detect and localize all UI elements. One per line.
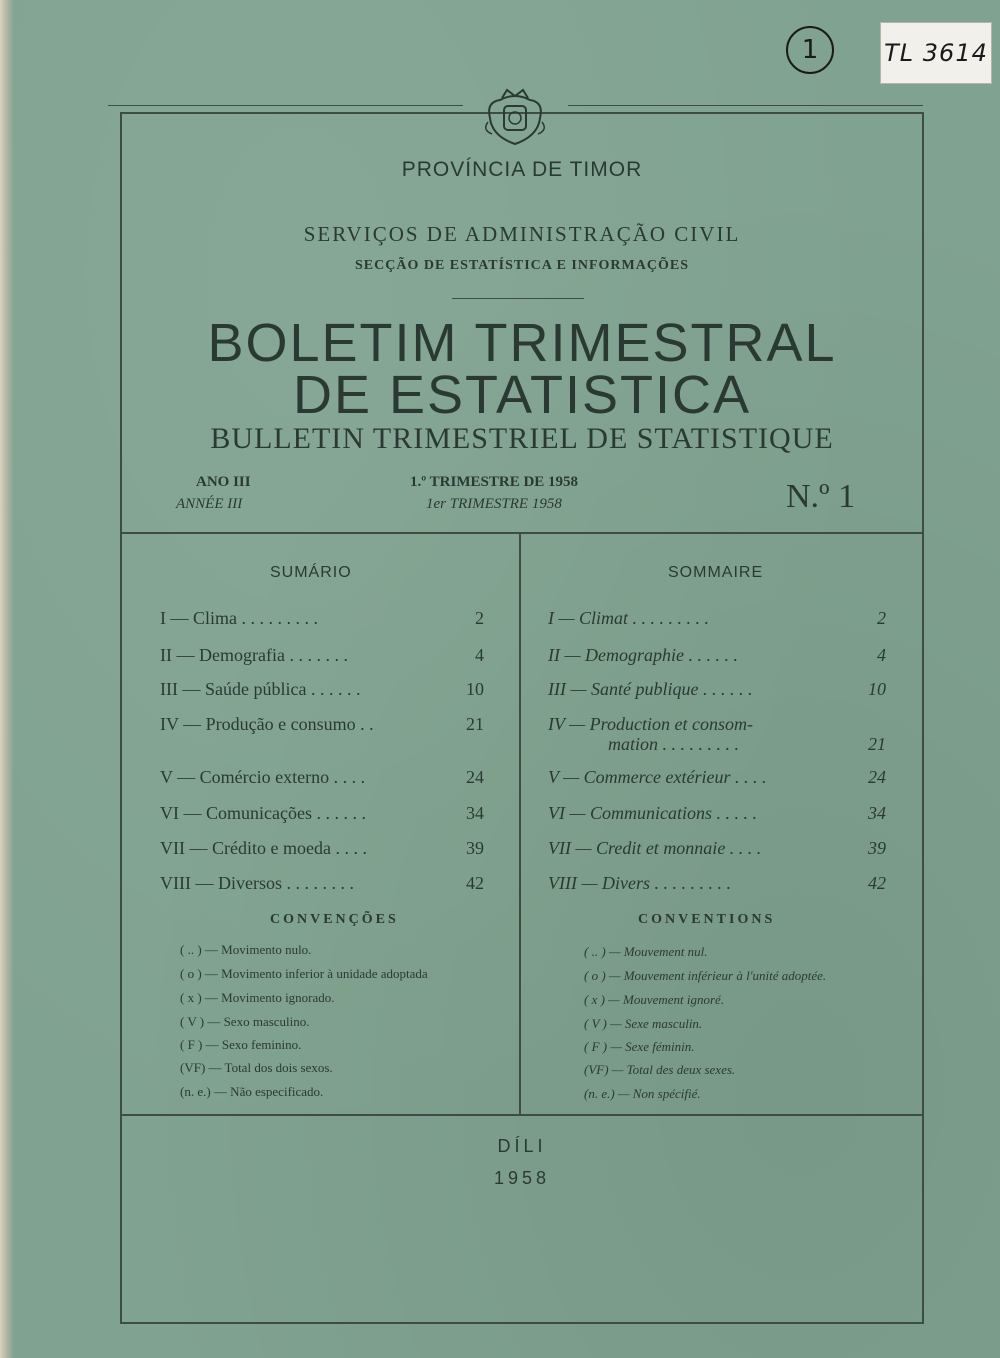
convencao-item: (n. e.) — Não especificado. [180,1084,324,1099]
sommaire-item: VIII — Divers . . . . . . . . . 42 [548,873,886,893]
convencao-item: (VF) — Total dos dois sexos. [180,1060,333,1075]
province-name: PROVÍNCIA DE TIMOR [401,158,643,181]
sommaire-item: VI — Communications . . . . . 34 [548,803,886,823]
quarter-pt: 1.º TRIMESTRE DE 1958 [410,474,579,490]
sumario-item: II — Demografia . . . . . . . 4 [160,645,484,665]
convention-item: ( V ) — Sexe masculin. [584,1016,703,1031]
service-name: SERVIÇOS DE ADMINISTRAÇÃO CIVIL [303,222,741,246]
convencao-item: ( F ) — Sexo feminino. [180,1037,302,1052]
sommaire-item: III — Santé publique . . . . . . 10 [548,679,886,699]
publication-year: 1958 [493,1168,551,1188]
sumario-item: V — Comércio externo . . . . 24 [160,767,484,787]
top-rule-left [108,105,463,106]
convencao-item: ( V ) — Sexo masculino. [180,1014,310,1029]
sumario-item: III — Saúde pública . . . . . . 10 [160,679,484,699]
sommaire-item: IV — Production et consom- [548,714,753,734]
sumario-heading: SUMÁRIO [270,564,352,581]
convention-item: (n. e.) — Non spécifié. [584,1086,701,1101]
sommaire-item: I — Climat . . . . . . . . . 2 [548,608,886,628]
convention-item: ( .. ) — Mouvement nul. [584,944,708,959]
title-line-2: DE ESTATISTICA [292,365,752,425]
conventions-heading: CONVENTIONS [638,912,776,927]
title-french: BULLETIN TRIMESTRIEL DE STATISTIQUE [210,422,834,455]
title-line-1: BOLETIM TRIMESTRAL [207,313,837,373]
year-fr: ANNÉE III [176,496,243,512]
sommaire-item: V — Commerce extérieur . . . . 24 [548,767,886,787]
top-rule-right [568,105,923,106]
convention-item: ( o ) — Mouvement inférieur à l'unité adoptée. [584,968,827,983]
year-pt: ANO III [196,474,251,490]
coat-of-arms-icon [480,88,550,148]
sumario-item: VIII — Diversos . . . . . . . . 42 [160,873,484,893]
sumario-item: VI — Comunicações . . . . . . 34 [160,803,484,823]
convencoes-heading: CONVENÇÕES [270,912,399,927]
footer-divider [120,1114,922,1116]
section-name: SECÇÃO DE ESTATÍSTICA E INFORMAÇÕES [355,258,689,273]
convention-item: ( x ) — Mouvement ignoré. [584,992,725,1007]
publication-city: DÍLI [497,1136,547,1156]
sumario-item: I — Clima . . . . . . . . . 2 [160,608,484,628]
convencao-item: ( .. ) — Movimento nulo. [180,942,312,957]
convention-item: ( F ) — Sexe féminin. [584,1039,695,1054]
sommaire-item: VII — Credit et monnaie . . . . 39 [548,838,886,858]
sumario-item: IV — Produção e consumo . . 21 [160,714,484,734]
column-divider [519,534,521,1114]
worn-spine-edge [0,0,14,1358]
quarter-fr: 1er TRIMESTRE 1958 [426,496,562,512]
catalog-label-sticker: TL 3614 [880,22,992,84]
circled-number-annotation: 1 [786,26,834,74]
header-divider [120,532,922,534]
issue-number: N.º 1 [786,478,856,515]
sommaire-heading: SOMMAIRE [668,564,764,581]
convencao-item: ( o ) — Movimento inferior à unidade adoptada [180,966,428,981]
sommaire-item-continuation: mation . . . . . . . . . 21 [608,734,886,754]
sumario-item: VII — Crédito e moeda . . . . 39 [160,838,484,858]
convention-item: (VF) — Total des deux sexes. [584,1062,736,1077]
convencao-item: ( x ) — Movimento ignorado. [180,990,335,1005]
separator [452,298,584,299]
sommaire-item: II — Demographie . . . . . . 4 [548,645,886,665]
